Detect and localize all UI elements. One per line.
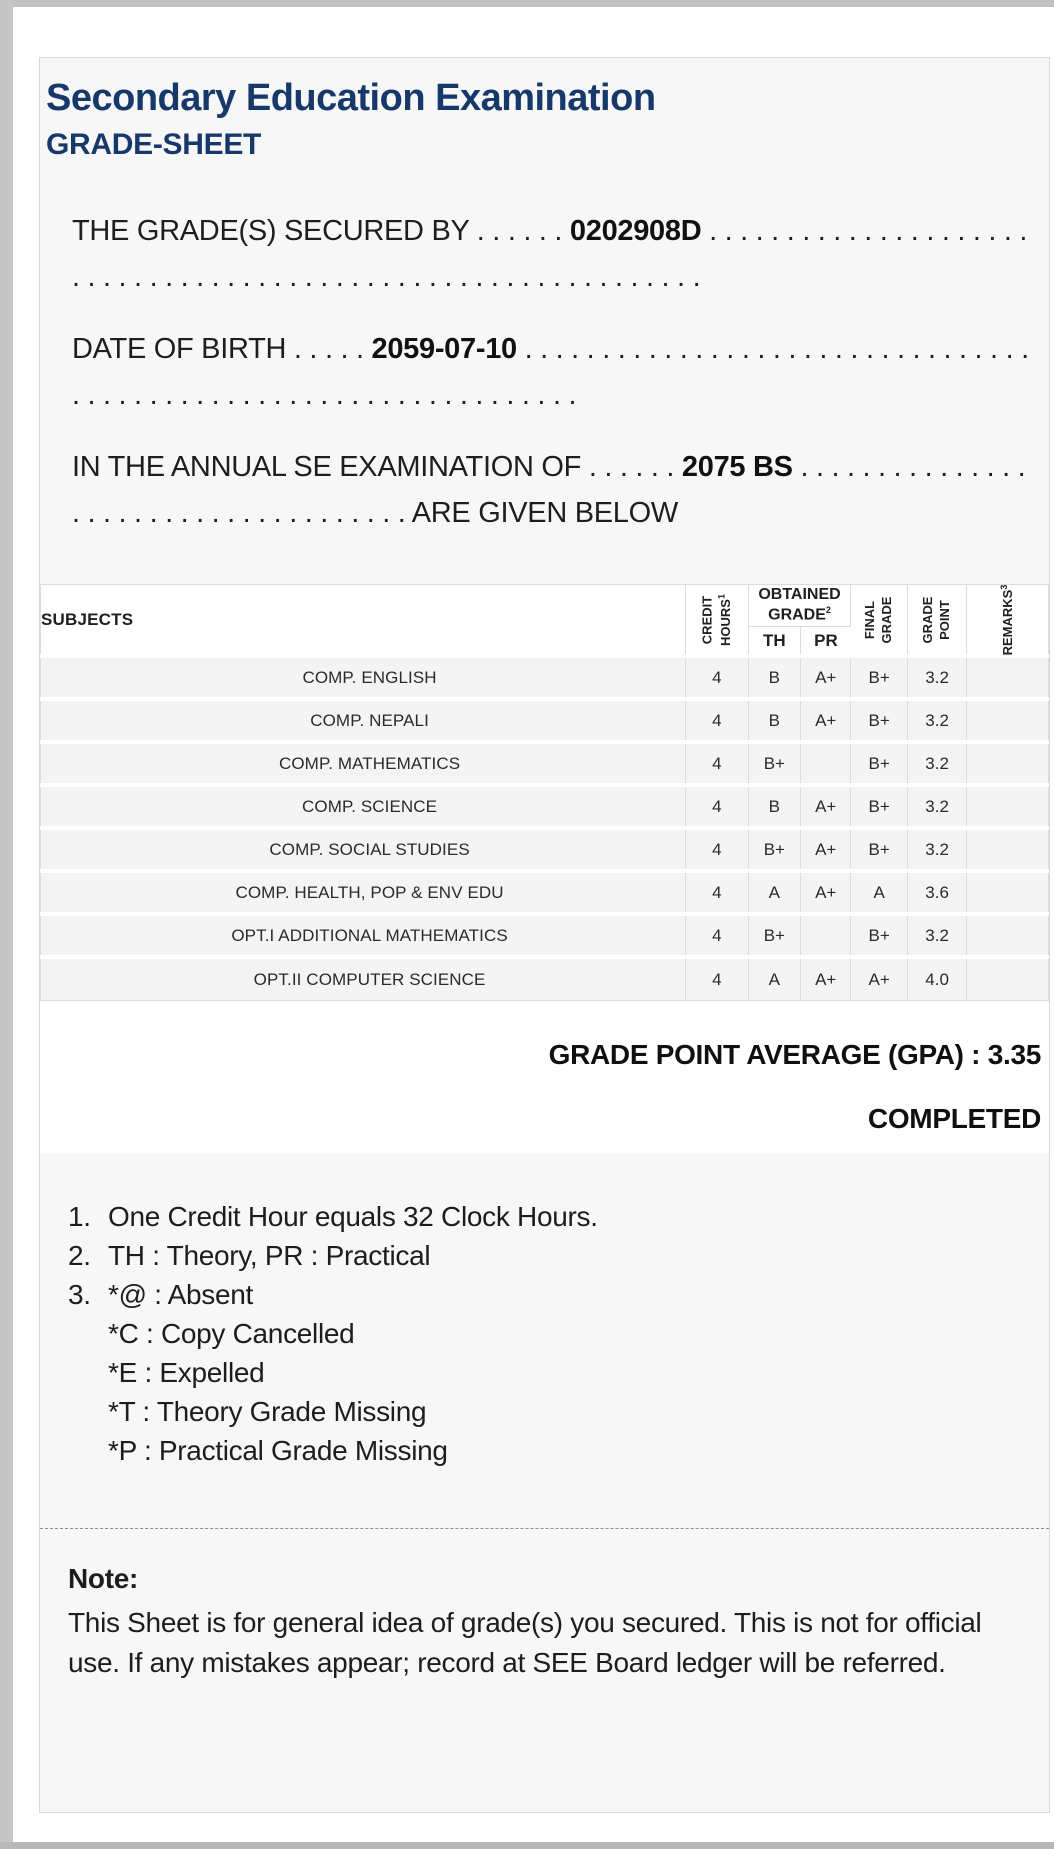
credit-hours-line2	[716, 594, 734, 646]
dob-label: DATE OF BIRTH	[72, 332, 287, 365]
footnote-number: 3.	[68, 1278, 91, 1310]
footnote-text: TH : Theory, PR : Practical	[108, 1239, 431, 1271]
dotted-leader: . . . . . .	[588, 450, 675, 483]
pr-grade-cell: A+	[801, 699, 851, 742]
col-header-remarks	[967, 584, 1049, 656]
footnote-sub-item	[68, 1353, 1037, 1392]
subject-cell: COMP. SOCIAL STUDIES	[41, 828, 686, 871]
credit-hours-cell: 4	[686, 656, 748, 699]
footnote-item	[68, 1275, 1037, 1314]
footnote-text: *T : Theory Grade Missing	[108, 1395, 427, 1427]
credit-hours-cell: 4	[686, 914, 748, 957]
final-grade-vertical-label	[862, 596, 896, 643]
subject-cell: COMP. MATHEMATICS	[41, 742, 686, 785]
credit-hours-vertical-label	[699, 594, 734, 646]
note-body: This Sheet is for general idea of grade(s) you secured. This is not for official use. If any mistakes appear; record at SEE Board ledger will be referred.	[68, 1606, 982, 1678]
grade-point-vertical-label	[920, 596, 954, 643]
col-header-obtained-grade	[748, 584, 851, 626]
remarks-cell	[967, 914, 1049, 957]
remarks-cell	[967, 785, 1049, 828]
dotted-leader: . . . . . . . . . . . . . . . . . . . . . . . . . . . . . . . . . . . . . . . . . . . . . . . . . . . . . . . . . . . . . .	[72, 214, 1028, 293]
pr-grade-cell	[801, 742, 851, 785]
footnote-text: *P : Practical Grade Missing	[108, 1434, 448, 1466]
page-subtitle: GRADE-SHEET	[46, 127, 262, 161]
remarks-line	[999, 584, 1017, 655]
final-grade-cell: A+	[851, 957, 907, 1000]
footnote-indent	[68, 1314, 108, 1353]
th-grade-cell: B	[748, 785, 800, 828]
dotted-leader: . . . . . . . . . . . . . . . . . . . . . . . . . . . . . . . . . . . . . . . . . . . . . . . . . . . . . . . . . . . . . . . . . .	[72, 332, 1029, 411]
remarks-cell	[967, 699, 1049, 742]
grade-point-line1: GRADE	[920, 596, 936, 644]
table-row	[41, 699, 1049, 742]
remarks-cell	[967, 957, 1049, 1000]
pr-grade-cell: A+	[801, 957, 851, 1000]
footnote-text: One Credit Hour equals 32 Clock Hours.	[108, 1200, 598, 1232]
footnote-number: 1.	[68, 1200, 91, 1232]
col-header-grade-point	[907, 584, 966, 656]
credit-hours-cell: 4	[686, 957, 748, 1000]
grade-sheet-card	[39, 57, 1050, 1813]
obtained-grade-word: GRADE	[768, 605, 826, 623]
exam-statement	[72, 444, 1039, 536]
dotted-leader: . . . . .	[293, 332, 364, 365]
remarks-vertical-label	[999, 584, 1017, 655]
statements-block	[72, 208, 1039, 536]
th-grade-cell: A	[748, 871, 800, 914]
frame-bottom-bar	[0, 1842, 1054, 1849]
subject-cell: COMP. ENGLISH	[41, 656, 686, 699]
credit-hours-word: HOURS	[717, 598, 733, 646]
footnote-number: 2.	[68, 1239, 91, 1271]
gpa-line	[40, 1001, 1049, 1071]
credit-hours-cell: 4	[686, 742, 748, 785]
col-header-pr: PR	[801, 626, 851, 656]
pr-grade-cell: A+	[801, 871, 851, 914]
remarks-word: REMARKS	[999, 589, 1015, 655]
footnote-sub-item	[68, 1431, 1037, 1470]
pr-grade-cell: A+	[801, 656, 851, 699]
table-row	[41, 828, 1049, 871]
obtained-grade-line2	[749, 605, 851, 625]
dashed-separator	[40, 1528, 1049, 1529]
final-grade-cell: B+	[851, 914, 907, 957]
table-row	[41, 871, 1049, 914]
grade-point-line2: POINT	[937, 599, 953, 640]
subject-cell: COMP. NEPALI	[41, 699, 686, 742]
th-grade-cell: B	[748, 656, 800, 699]
col-header-subjects: SUBJECTS	[41, 584, 686, 656]
table-row	[41, 957, 1049, 1000]
gpa-value: 3.35	[987, 1038, 1041, 1070]
table-row	[41, 914, 1049, 957]
final-grade-cell: A	[851, 871, 907, 914]
col-header-th: TH	[748, 626, 800, 656]
table-row	[41, 656, 1049, 699]
exam-year-value: 2075 BS	[681, 450, 793, 483]
credit-hours-line1: CREDIT	[699, 595, 715, 644]
remarks-cell	[967, 871, 1049, 914]
candidate-symbol-number: 0202908D	[569, 214, 702, 247]
grade-point-cell: 3.2	[907, 656, 966, 699]
th-grade-cell: B+	[748, 742, 800, 785]
final-grade-cell: B+	[851, 699, 907, 742]
note-heading: Note:	[68, 1562, 139, 1594]
footnote-item	[68, 1236, 1037, 1275]
remarks-footnote-ref: 3	[998, 584, 1009, 590]
credit-hours-cell: 4	[686, 785, 748, 828]
final-grade-line2: GRADE	[879, 596, 895, 644]
remarks-cell	[967, 656, 1049, 699]
credit-hours-cell: 4	[686, 871, 748, 914]
subject-cell: COMP. SCIENCE	[41, 785, 686, 828]
dob-value: 2059-07-10	[371, 332, 517, 365]
grade-point-cell: 3.2	[907, 742, 966, 785]
grades-table	[40, 584, 1049, 1001]
table-row	[41, 785, 1049, 828]
dotted-leader: . . . . . .	[476, 214, 563, 247]
obtained-grade-footnote-ref: 2	[825, 604, 831, 615]
frame-top-bar	[0, 0, 1054, 7]
remarks-cell	[967, 742, 1049, 785]
grade-point-cell: 4.0	[907, 957, 966, 1000]
subject-cell: OPT.I ADDITIONAL MATHEMATICS	[41, 914, 686, 957]
th-grade-cell: B	[748, 699, 800, 742]
grades-table-section	[40, 584, 1049, 1153]
pr-grade-cell: A+	[801, 828, 851, 871]
footnote-sub-item	[68, 1314, 1037, 1353]
remarks-cell	[967, 828, 1049, 871]
footnote-item	[68, 1197, 1037, 1236]
obtained-grade-line1: OBTAINED	[758, 586, 841, 604]
footnotes	[68, 1197, 1037, 1470]
secured-by-statement	[72, 208, 1039, 300]
final-grade-cell: B+	[851, 785, 907, 828]
footnote-indent	[68, 1392, 108, 1431]
note-section	[68, 1559, 1033, 1683]
grade-point-cell: 3.2	[907, 699, 966, 742]
subject-cell: OPT.II COMPUTER SCIENCE	[41, 957, 686, 1000]
final-grade-line1: FINAL	[862, 600, 878, 639]
footnote-sub-item	[68, 1392, 1037, 1431]
frame-left-bar	[0, 0, 13, 1849]
dob-statement	[72, 326, 1039, 418]
dotted-leader: . . . . . . . . . . . . . . . . . . . . . . . . . . . . . . . . . . . . .	[72, 450, 1026, 529]
page-title: Secondary Education Examination	[46, 77, 656, 119]
th-grade-cell: A	[748, 957, 800, 1000]
gpa-label: GRADE POINT AVERAGE (GPA) :	[548, 1038, 981, 1070]
pr-grade-cell	[801, 914, 851, 957]
status-completed: COMPLETED	[867, 1102, 1041, 1134]
exam-suffix: ARE GIVEN BELOW	[411, 496, 678, 529]
subject-cell: COMP. HEALTH, POP & ENV EDU	[41, 871, 686, 914]
pr-grade-cell: A+	[801, 785, 851, 828]
final-grade-cell: B+	[851, 828, 907, 871]
table-row	[41, 742, 1049, 785]
final-grade-cell: B+	[851, 656, 907, 699]
credit-hours-cell: 4	[686, 828, 748, 871]
col-header-final-grade	[851, 584, 907, 656]
grade-point-cell: 3.6	[907, 871, 966, 914]
exam-label: IN THE ANNUAL SE EXAMINATION OF	[72, 450, 582, 483]
footnote-indent	[68, 1353, 108, 1392]
footnote-indent	[68, 1431, 108, 1470]
grade-point-cell: 3.2	[907, 785, 966, 828]
footnote-text: *@ : Absent	[108, 1278, 253, 1310]
grade-point-cell: 3.2	[907, 828, 966, 871]
footnote-text: *C : Copy Cancelled	[108, 1317, 355, 1349]
th-grade-cell: B+	[748, 828, 800, 871]
credit-hours-footnote-ref: 1	[716, 593, 727, 599]
grade-point-cell: 3.2	[907, 914, 966, 957]
final-grade-cell: B+	[851, 742, 907, 785]
col-header-credit-hours	[686, 584, 748, 656]
credit-hours-cell: 4	[686, 699, 748, 742]
th-grade-cell: B+	[748, 914, 800, 957]
secured-by-label: THE GRADE(S) SECURED BY	[72, 214, 470, 247]
footnote-text: *E : Expelled	[108, 1356, 265, 1388]
